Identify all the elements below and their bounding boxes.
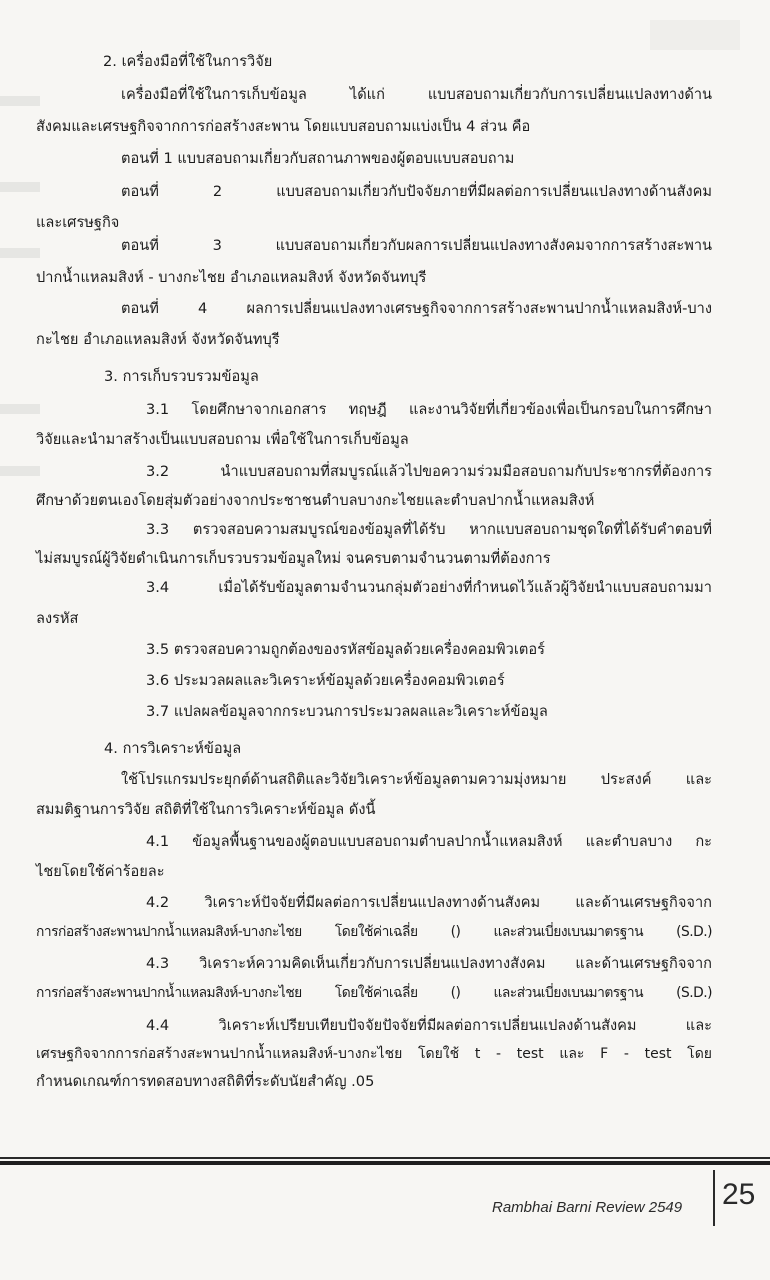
list-item: 3.5 ตรวจสอบความถูกต้องของรหัสข้อมูลด้วยเครื่องคอมพิวเตอร์ — [146, 641, 545, 658]
list-item: ตอนที่ 1 แบบสอบถามเกี่ยวกับสถานภาพของผู้ตอบแบบสอบถาม — [121, 150, 515, 167]
paragraph-line: กะไชย อำเภอแหลมสิงห์ จังหวัดจันทบุรี — [36, 331, 280, 348]
paragraph-line: เครื่องมือที่ใช้ในการเก็บข้อมูล ได้แก่ แบบสอบถามเกี่ยวกับการเปลี่ยนแปลงทางด้าน — [121, 86, 712, 103]
list-item: 3.1 โดยศึกษาจากเอกสาร ทฤษฎี และงานวิจัยที่เกี่ยวข้องเพื่อเป็นกรอบในการศึกษา — [146, 401, 712, 418]
scan-mark — [0, 404, 40, 414]
list-item: 3.6 ประมวลผลและวิเคราะห์ข้อมูลด้วยเครื่องคอมพิวเตอร์ — [146, 672, 505, 689]
paragraph-line: ลงรหัส — [36, 610, 79, 627]
scan-mark — [0, 466, 40, 476]
section-heading: 2. เครื่องมือที่ใช้ในการวิจัย — [103, 53, 273, 70]
page-number: 25 — [722, 1178, 756, 1211]
list-item: ตอนที่ 2 แบบสอบถามเกี่ยวกับปัจจัยภายที่มีผลต่อการเปลี่ยนแปลงทางด้านสังคม — [121, 183, 712, 200]
list-item: 3.7 แปลผลข้อมูลจากกระบวนการประมวลผลและวิเคราะห์ข้อมูล — [146, 703, 548, 720]
list-item: 3.3 ตรวจสอบความสมบูรณ์ของข้อมูลที่ได้รับ หากแบบสอบถามชุดใดที่ได้รับคำตอบที่ — [146, 521, 712, 538]
paragraph-line: ศึกษาด้วยตนเองโดยสุ่มตัวอย่างจากประชาชนตำบลบางกะไชยและตำบลปากน้ำแหลมสิงห์ — [36, 492, 595, 509]
paragraph-line: ไม่สมบูรณ์ผู้วิจัยดำเนินการเก็บรวบรวมข้อมูลใหม่ จนครบตามจำนวนตามที่ต้องการ — [36, 550, 551, 567]
section-heading: 4. การวิเคราะห์ข้อมูล — [104, 740, 242, 757]
footer-rule — [0, 1157, 770, 1159]
paragraph-line: สังคมและเศรษฐกิจจากการก่อสร้างสะพาน โดยแบบสอบถามแบ่งเป็น 4 ส่วน คือ — [36, 118, 531, 135]
paragraph-line: การก่อสร้างสะพานปากน้ำแหลมสิงห์-บางกะไชย โดยใช้ค่าเฉลี่ย () และส่วนเบี่ยงเบนมาตรฐาน (S.D.) — [36, 924, 712, 940]
scan-mark — [0, 96, 40, 106]
journal-name: Rambhai Barni Review 2549 — [492, 1199, 683, 1216]
paragraph-line: สมมติฐานการวิจัย สถิติที่ใช้ในการวิเคราะห์ข้อมูล ดังนี้ — [36, 801, 376, 818]
footer-divider — [713, 1170, 715, 1226]
section-heading: 3. การเก็บรวบรวมข้อมูล — [104, 368, 259, 385]
paragraph-line: ใช้โปรแกรมประยุกต์ด้านสถิติและวิจัยวิเคราะห์ข้อมูลตามความมุ่งหมาย ประสงค์ และ — [121, 771, 712, 788]
paragraph-line: วิจัยและนำมาสร้างเป็นแบบสอบถาม เพื่อใช้ในการเก็บข้อมูล — [36, 431, 409, 448]
scan-mark — [0, 248, 40, 258]
footer-rule-thick — [0, 1161, 770, 1165]
paragraph-line: และเศรษฐกิจ — [36, 214, 120, 231]
scan-mark — [0, 182, 40, 192]
scan-mark — [650, 20, 740, 50]
list-item: 4.1 ข้อมูลพื้นฐานของผู้ตอบแบบสอบถามตำบลปากน้ำแหลมสิงห์ และตำบลบาง กะ — [146, 833, 712, 850]
paragraph-line: ไชยโดยใช้ค่าร้อยละ — [36, 863, 165, 880]
list-item: ตอนที่ 4 ผลการเปลี่ยนแปลงทางเศรษฐกิจจากการสร้างสะพานปากน้ำแหลมสิงห์-บาง — [121, 300, 712, 317]
list-item: ตอนที่ 3 แบบสอบถามเกี่ยวกับผลการเปลี่ยนแปลงทางสังคมจากการสร้างสะพาน — [121, 237, 712, 254]
paragraph-line: เศรษฐกิจจากการก่อสร้างสะพานปากน้ำแหลมสิงห์-บางกะไชย โดยใช้ t - test และ F - test โดย — [36, 1046, 712, 1062]
list-item: 4.2 วิเคราะห์ปัจจัยที่มีผลต่อการเปลี่ยนแปลงทางด้านสังคม และด้านเศรษฐกิจจาก — [146, 894, 712, 911]
list-item: 4.3 วิเคราะห์ความคิดเห็นเกี่ยวกับการเปลี่ยนแปลงทางสังคม และด้านเศรษฐกิจจาก — [146, 955, 712, 972]
list-item: 3.2 นำแบบสอบถามที่สมบูรณ์แล้วไปขอความร่วมมือสอบถามกับประชากรที่ต้องการ — [146, 463, 712, 480]
list-item: 4.4 วิเคราะห์เปรียบเทียบปัจจัยปัจจัยที่มีผลต่อการเปลี่ยนแปลงด้านสังคม และ — [146, 1017, 712, 1034]
list-item: 3.4 เมื่อได้รับข้อมูลตามจำนวนกลุ่มตัวอย่างที่กำหนดไว้แล้วผู้วิจัยนำแบบสอบถามมา — [146, 579, 712, 596]
paragraph-line: กำหนดเกณฑ์การทดสอบทางสถิติที่ระดับนัยสำคัญ .05 — [36, 1073, 375, 1090]
paragraph-line: ปากน้ำแหลมสิงห์ - บางกะไชย อำเภอแหลมสิงห์ จังหวัดจันทบุรี — [36, 269, 427, 286]
paragraph-line: การก่อสร้างสะพานปากน้ำแหลมสิงห์-บางกะไชย โดยใช้ค่าเฉลี่ย () และส่วนเบี่ยงเบนมาตรฐาน (S.D.) — [36, 985, 712, 1001]
